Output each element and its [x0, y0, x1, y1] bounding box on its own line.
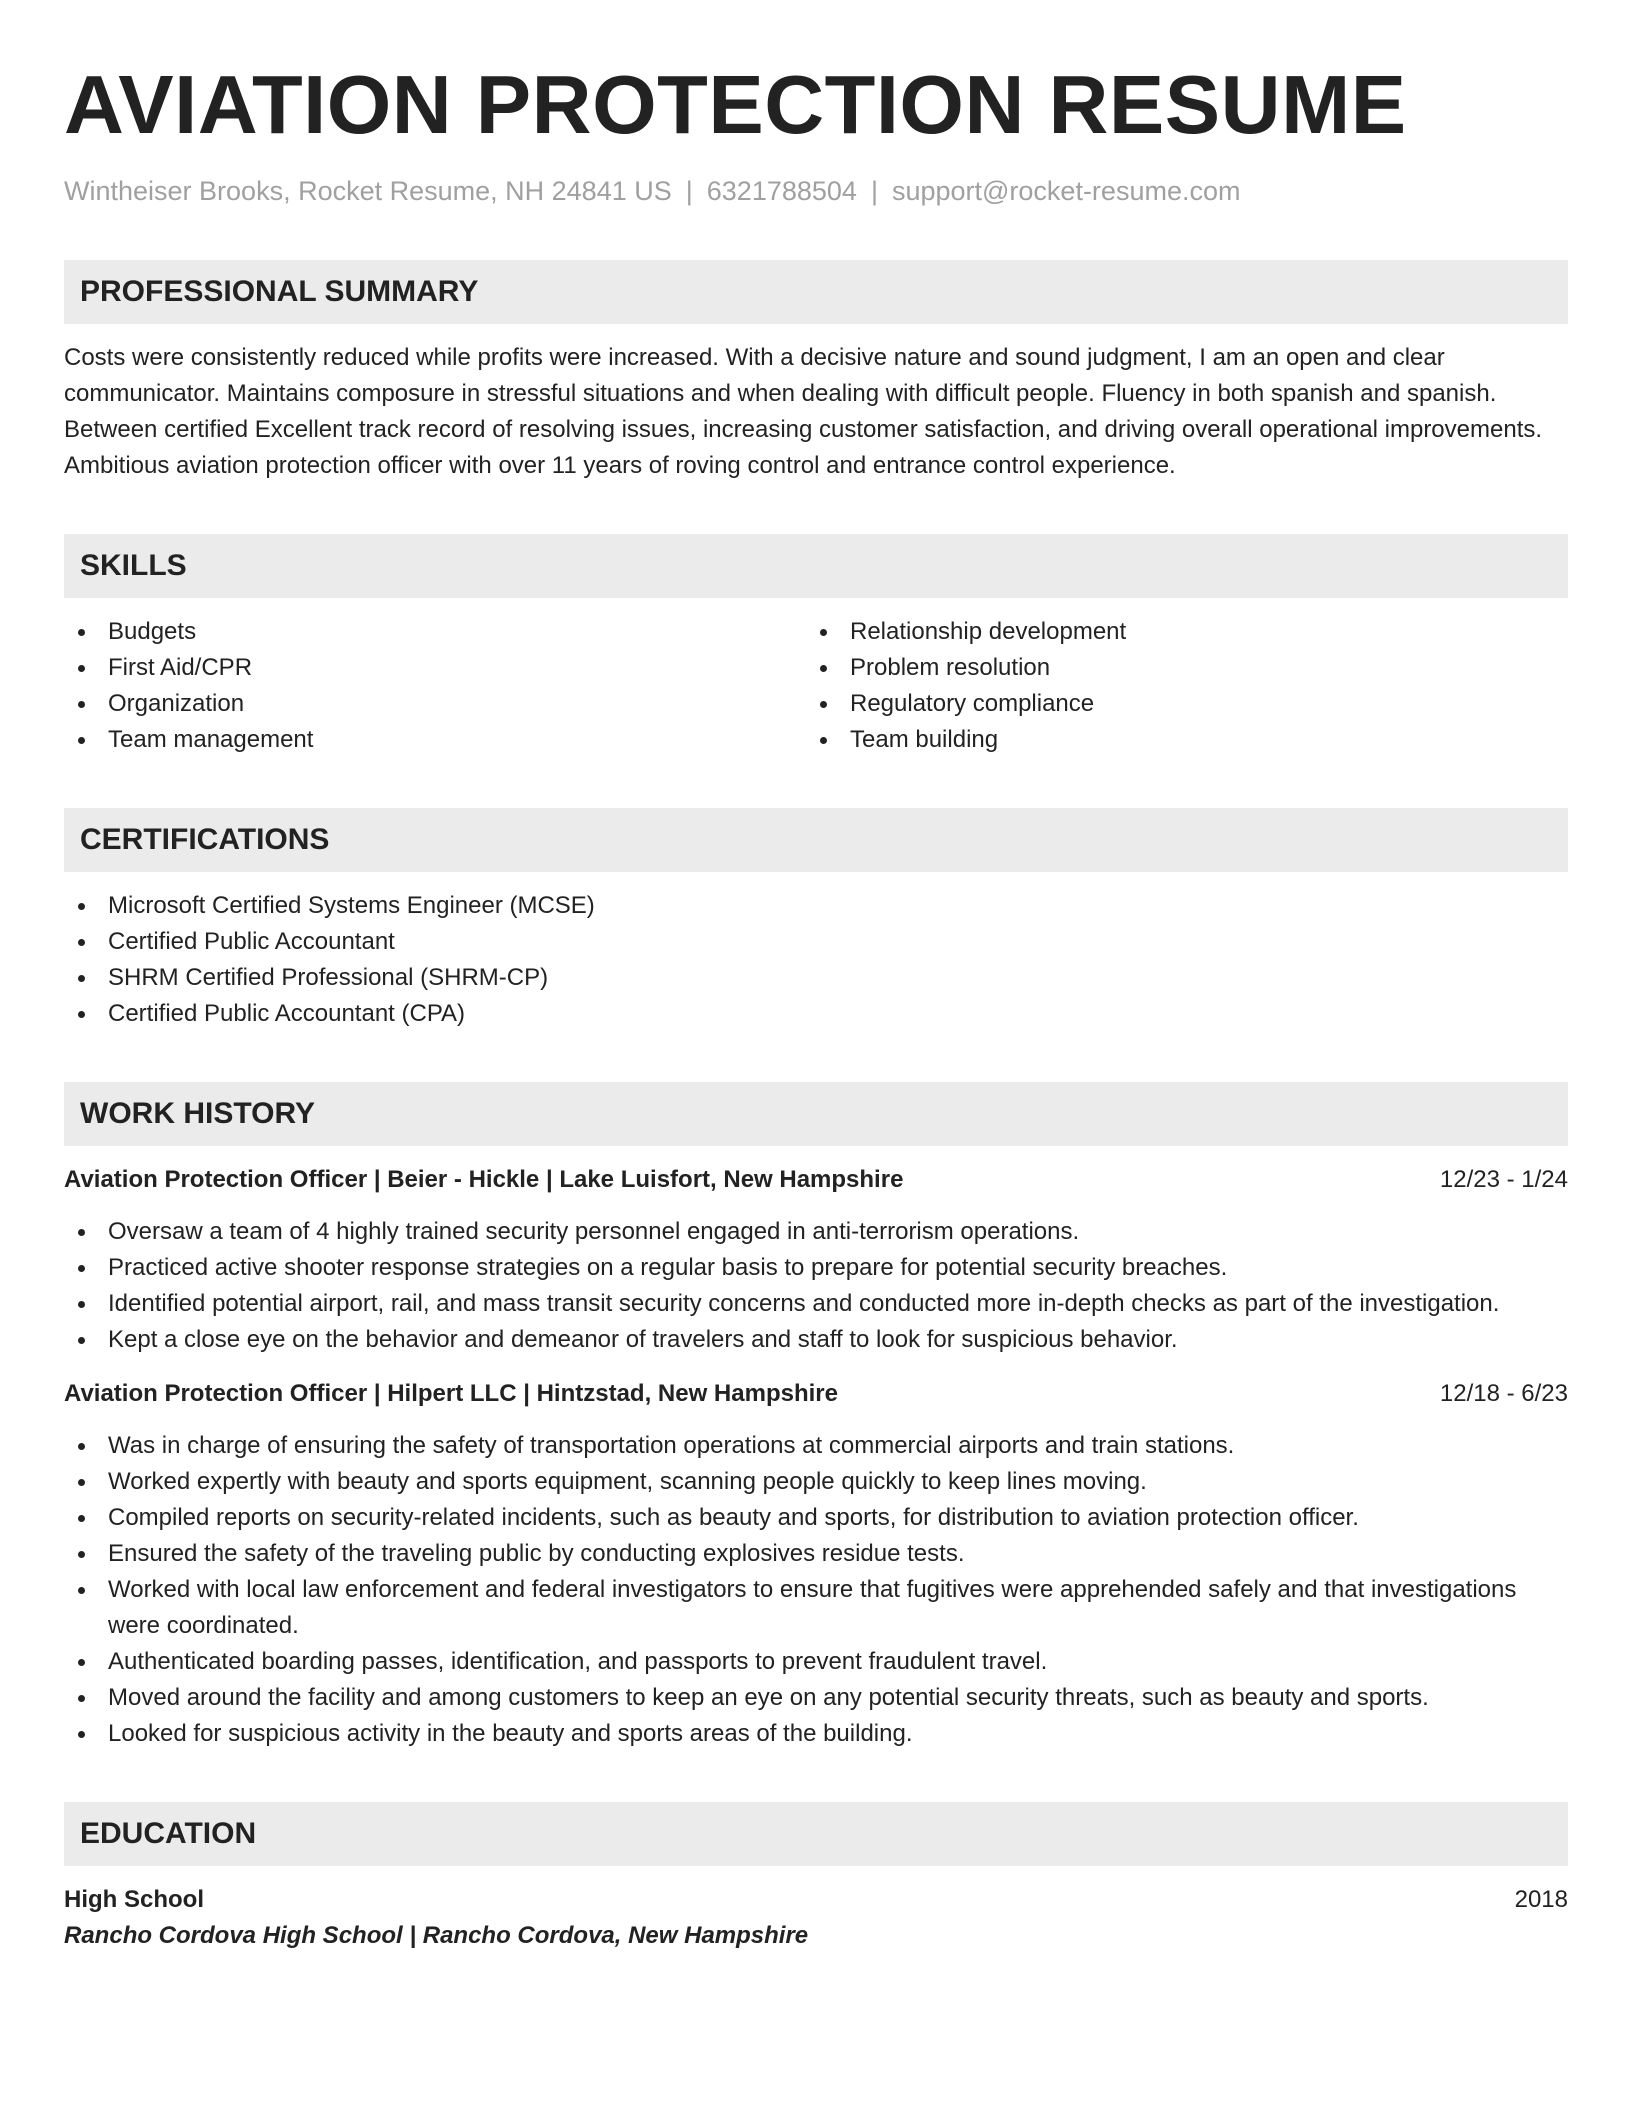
job-dates: 12/23 - 1/24	[1439, 1166, 1568, 1193]
section-header-summary: PROFESSIONAL SUMMARY	[64, 260, 1568, 324]
job-bullet: Was in charge of ensuring the safety of transportation operations at commercial airports and train stations.	[64, 1428, 1568, 1464]
skills-grid	[64, 614, 1568, 758]
skill-item: Organization	[64, 686, 806, 722]
skill-item: First Aid/CPR	[64, 650, 806, 686]
skill-item: Regulatory compliance	[806, 686, 1548, 722]
job-entry	[64, 1162, 1568, 1358]
skills-list-left	[64, 614, 806, 758]
education-header	[64, 1882, 1568, 1918]
job-header	[64, 1162, 1568, 1198]
section-header-education: EDUCATION	[64, 1802, 1568, 1866]
skills-list-right	[806, 614, 1548, 758]
job-bullet: Practiced active shooter response strategies on a regular basis to prepare for potential security breaches.	[64, 1250, 1568, 1286]
section-header-work-history: WORK HISTORY	[64, 1082, 1568, 1146]
skill-item: Team management	[64, 722, 806, 758]
job-title: Aviation Protection Officer | Beier - Hickle | Lake Luisfort, New Hampshire	[64, 1166, 904, 1193]
job-bullet: Oversaw a team of 4 highly trained security personnel engaged in anti-terrorism operations.	[64, 1214, 1568, 1250]
job-bullet: Compiled reports on security-related incidents, such as beauty and sports, for distribution to aviation protection officer.	[64, 1500, 1568, 1536]
certification-item: Certified Public Accountant (CPA)	[64, 996, 1568, 1032]
section-header-skills: SKILLS	[64, 534, 1568, 598]
certification-item: SHRM Certified Professional (SHRM-CP)	[64, 960, 1568, 996]
education-school: Rancho Cordova High School | Rancho Cordova, New Hampshire	[64, 1922, 809, 1949]
contact-email[interactable]: support@rocket-resume.com	[891, 176, 1241, 206]
job-bullet: Ensured the safety of the traveling public by conducting explosives residue tests.	[64, 1536, 1568, 1572]
job-bullet: Authenticated boarding passes, identification, and passports to prevent fraudulent travel.	[64, 1644, 1568, 1680]
job-bullet: Worked expertly with beauty and sports equipment, scanning people quickly to keep lines moving.	[64, 1464, 1568, 1500]
skill-item: Budgets	[64, 614, 806, 650]
skill-item: Relationship development	[806, 614, 1548, 650]
job-bullet: Worked with local law enforcement and federal investigators to ensure that fugitives were apprehended safely and that investigations were coordinated.	[64, 1572, 1568, 1644]
job-bullets	[64, 1428, 1568, 1752]
contact-separator: |	[685, 176, 693, 206]
job-dates: 12/18 - 6/23	[1439, 1380, 1568, 1407]
job-bullet: Moved around the facility and among customers to keep an eye on any potential security threats, such as beauty and sports.	[64, 1680, 1568, 1716]
skill-item: Problem resolution	[806, 650, 1548, 686]
job-bullet: Identified potential airport, rail, and mass transit security concerns and conducted more in-depth checks as part of the investigation.	[64, 1286, 1568, 1322]
job-title: Aviation Protection Officer | Hilpert LLC | Hintzstad, New Hampshire	[64, 1380, 838, 1407]
contact-phone: 6321788504	[706, 176, 857, 206]
contact-line	[64, 173, 1568, 209]
job-bullet: Kept a close eye on the behavior and demeanor of travelers and staff to look for suspicious behavior.	[64, 1322, 1568, 1358]
education-year: 2018	[1514, 1886, 1568, 1913]
job-bullet: Looked for suspicious activity in the beauty and sports areas of the building.	[64, 1716, 1568, 1752]
summary-text: Costs were consistently reduced while profits were increased. With a decisive nature and sound judgment, I am an open and clear communicator. Maintains composure in stressful situations and when dealing with difficult people. Fluency in both spanish and spanish. Between certified Excellent track record of resolving issues, increasing customer satisfaction, and driving overall operational improvements. Ambitious aviation protection officer with over 11 years of roving control and entrance control experience.	[64, 344, 1543, 479]
resume-title: AVIATION PROTECTION RESUME	[64, 58, 1407, 151]
certification-item: Microsoft Certified Systems Engineer (MCSE)	[64, 888, 1568, 924]
job-entry	[64, 1376, 1568, 1752]
contact-address: Wintheiser Brooks, Rocket Resume, NH 24841 US	[64, 176, 672, 206]
certifications-list	[64, 888, 1568, 1032]
job-header	[64, 1376, 1568, 1412]
section-header-certifications: CERTIFICATIONS	[64, 808, 1568, 872]
job-bullets	[64, 1214, 1568, 1358]
contact-separator: |	[870, 176, 878, 206]
education-degree: High School	[64, 1886, 204, 1913]
skill-item: Team building	[806, 722, 1548, 758]
certification-item: Certified Public Accountant	[64, 924, 1568, 960]
